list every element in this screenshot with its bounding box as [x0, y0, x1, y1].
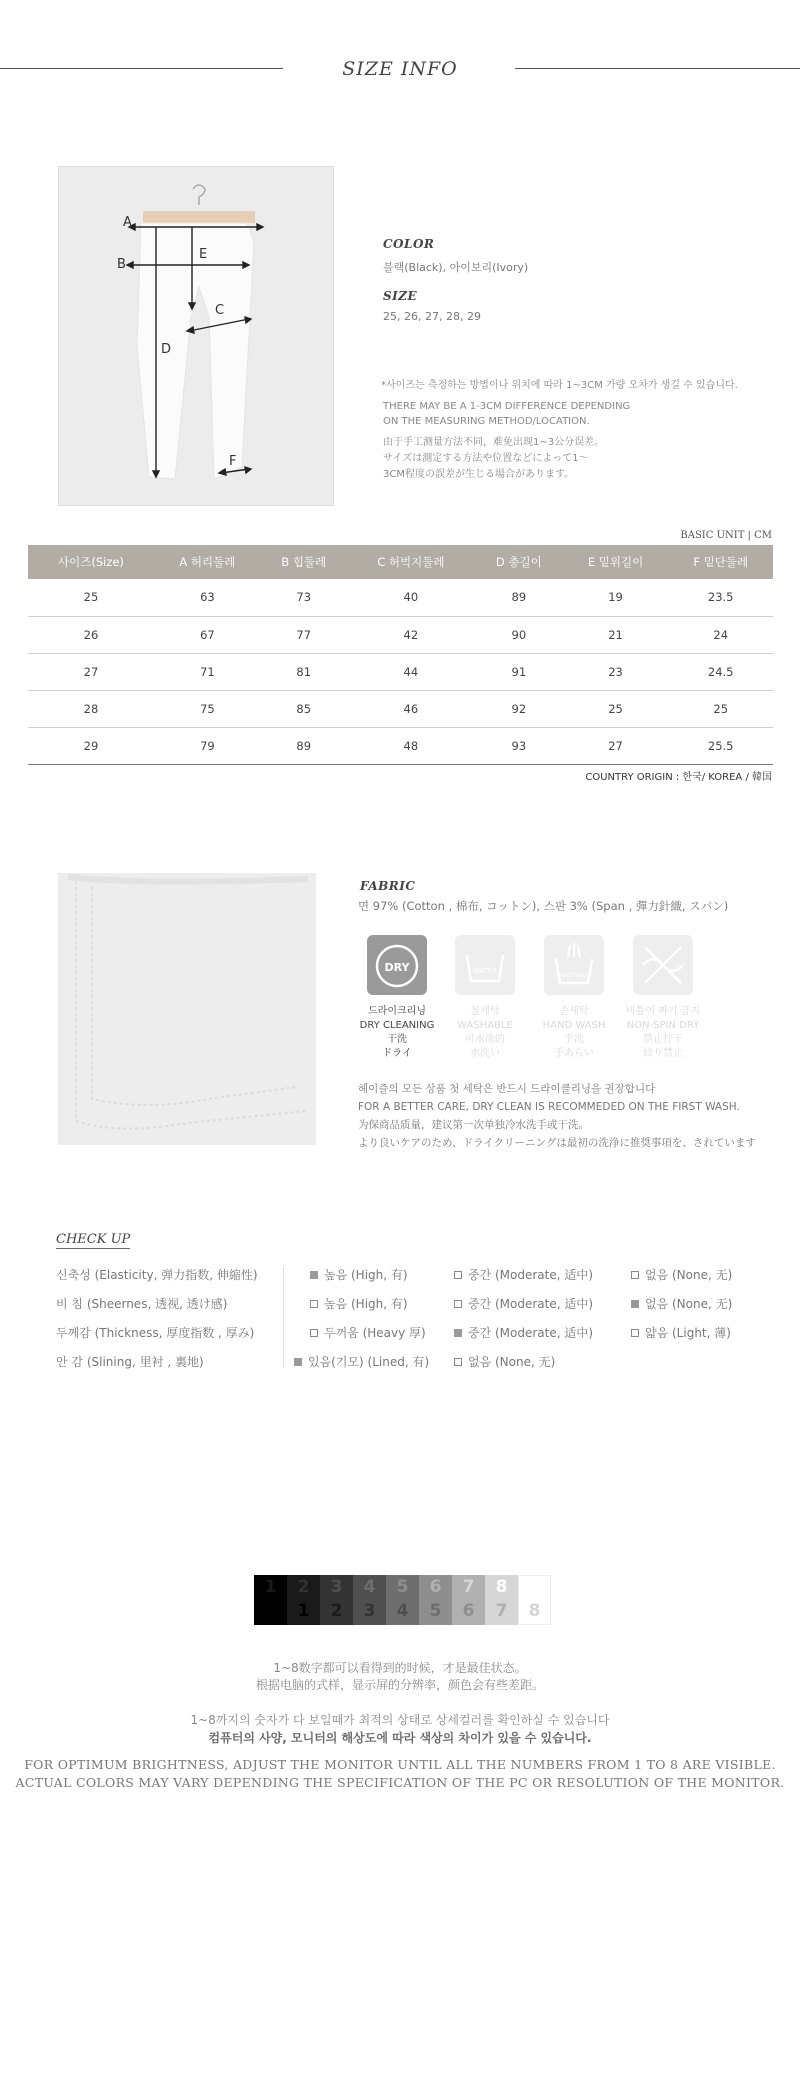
size-value: 25, 26, 27, 28, 29	[383, 310, 481, 323]
check-row-elasticity	[56, 1266, 756, 1286]
color-heading: COLOR	[383, 237, 435, 251]
table-cell: 25	[28, 579, 154, 616]
table-cell: 28	[28, 690, 154, 727]
fabric-composition: 면 97% (Cotton , 棉布, コットン), 스판 3% (Span , 彈力針織, スパン)	[358, 899, 729, 913]
country-origin: COUNTRY ORIGIN : 한국/ KOREA / 韓国	[585, 772, 772, 783]
care-label-wash-cn: 可水洗的	[465, 1034, 505, 1045]
check-label: 비 침 (Sheernes, 透视, 透け感)	[56, 1297, 228, 1311]
gray-top-number: 5	[396, 1577, 409, 1597]
care-label-spin-ko: 비틀어 짜기 금지	[626, 1006, 700, 1017]
size-table	[28, 545, 773, 765]
checkbox-checked-icon	[294, 1358, 302, 1366]
gray-top-number: 3	[330, 1577, 343, 1597]
gray-top-number: 6	[429, 1577, 442, 1597]
check-option: 있음(기모) (Lined, 有)	[294, 1353, 429, 1370]
dry-cleaning-icon	[367, 935, 427, 995]
table-cell: 89	[261, 727, 347, 764]
care-non-spin	[623, 935, 703, 1061]
col-header-b: B 힙둘레	[261, 545, 347, 579]
care-label-dry-ko: 드라이크리닝	[368, 1006, 426, 1017]
diagram-label-d: D	[161, 342, 172, 357]
care-label-spin-cn: 禁止拧干	[643, 1034, 683, 1045]
col-header-a: A 허리둘레	[154, 545, 261, 579]
table-cell: 93	[475, 727, 563, 764]
diagram-label-e: E	[199, 247, 208, 262]
monitor-note-ko-2: 컴퓨터의 사양, 모니터의 해상도에 따라 색상의 차이가 있을 수 있습니다.	[208, 1731, 592, 1745]
washable-icon	[455, 935, 515, 995]
care-icon-text: HAND WASH	[555, 972, 593, 979]
table-cell: 77	[261, 616, 347, 653]
check-option: 없음 (None, 无)	[454, 1353, 555, 1370]
section-title-size-info: SIZE INFO	[342, 58, 458, 80]
checkbox-checked-icon	[631, 1300, 639, 1308]
gray-top-number: 8	[495, 1577, 508, 1597]
size-note-jp-1: サイズは測定する方法や位置などによって1～	[383, 453, 589, 464]
care-label-wash-jp: 水洗い	[470, 1048, 500, 1059]
table-cell: 26	[28, 616, 154, 653]
fabric-pocket-icon	[58, 873, 316, 1145]
monitor-note-cn-1: 1~8数字都可以看得到的时候，才是最佳状态。	[273, 1661, 527, 1675]
gray-top-number: 4	[363, 1577, 376, 1597]
care-label-wash-en: WASHABLE	[457, 1020, 513, 1031]
size-note-en-2: ON THE MEASURING METHOD/LOCATION.	[383, 416, 590, 427]
gray-top-number: 7	[462, 1577, 475, 1597]
basic-unit-label: BASIC UNIT | CM	[680, 530, 772, 541]
gray-bottom-number: 1	[297, 1601, 310, 1621]
care-dry-cleaning	[357, 935, 437, 1061]
table-cell: 92	[475, 690, 563, 727]
hanger-bar-icon	[143, 211, 255, 223]
gray-bottom-number: 3	[363, 1601, 376, 1621]
diagram-label-b: B	[117, 257, 126, 272]
table-row	[28, 653, 773, 690]
care-note-ko: 헤이즐의 모든 상품 첫 세탁은 반드시 드라이클리닝을 권장합니다	[358, 1083, 656, 1095]
table-row	[28, 579, 773, 616]
care-note-en: FOR A BETTER CARE, DRY CLEAN IS RECOMMEDED ON THE FIRST WASH.	[358, 1101, 740, 1113]
gray-bottom-number: 4	[396, 1601, 409, 1621]
gray-top-number: 1	[264, 1577, 277, 1597]
check-option: 높음 (High, 有)	[310, 1266, 408, 1283]
table-cell: 90	[475, 616, 563, 653]
checkbox-empty-icon	[310, 1300, 318, 1308]
table-cell: 21	[563, 616, 669, 653]
care-label-hand-cn: 手洗	[564, 1034, 584, 1045]
gray-bottom-number: 7	[495, 1601, 508, 1621]
size-note-ko: *사이즈는 측정하는 방법이나 위치에 따라 1~3CM 가량 오차가 생길 수 있습니다.	[381, 380, 738, 391]
care-label-dry-en: DRY CLEANING	[359, 1020, 435, 1031]
check-option: 두꺼움 (Heavy 厚)	[310, 1324, 426, 1341]
check-row-lining	[56, 1353, 756, 1373]
care-washable	[445, 935, 525, 1061]
table-cell: 67	[154, 616, 261, 653]
table-cell: 23.5	[668, 579, 773, 616]
fabric-closeup-image	[58, 873, 316, 1145]
pants-measurement-diagram	[58, 166, 334, 506]
gray-top-number: 2	[297, 1577, 310, 1597]
table-cell: 40	[347, 579, 475, 616]
fabric-heading: FABRIC	[360, 879, 416, 893]
care-label-spin-jp: 絞り禁止	[643, 1048, 683, 1059]
color-value: 블랙(Black), 아이보리(Ivory)	[383, 261, 529, 274]
table-cell: 23	[563, 653, 669, 690]
check-option: 중간 (Moderate, 适中)	[454, 1295, 593, 1312]
table-row	[28, 616, 773, 653]
hand-wash-icon	[544, 935, 604, 995]
table-row	[28, 727, 773, 764]
checkbox-empty-icon	[631, 1271, 639, 1279]
check-option: 없음 (None, 无)	[631, 1295, 732, 1312]
table-cell: 75	[154, 690, 261, 727]
checkbox-empty-icon	[454, 1358, 462, 1366]
check-label: 두께감 (Thickness, 厚度指数 , 厚み)	[56, 1326, 255, 1340]
table-cell: 79	[154, 727, 261, 764]
check-row-sheerness	[56, 1295, 756, 1315]
check-label: 신축성 (Elasticity, 弹力指数, 伸縮性)	[56, 1268, 258, 1282]
checkbox-checked-icon	[454, 1329, 462, 1337]
size-table-header-row	[28, 545, 773, 579]
check-option: 중간 (Moderate, 适中)	[454, 1266, 593, 1283]
monitor-note-en-1: FOR OPTIMUM BRIGHTNESS, ADJUST THE MONITOR UNTIL ALL THE NUMBERS FROM 1 TO 8 ARE VISIBLE.	[24, 1757, 776, 1772]
gray-bottom-number: 8	[528, 1601, 541, 1621]
check-row-thickness	[56, 1324, 756, 1344]
table-cell: 48	[347, 727, 475, 764]
table-cell: 27	[28, 653, 154, 690]
table-cell: 19	[563, 579, 669, 616]
table-cell: 24.5	[668, 653, 773, 690]
table-cell: 85	[261, 690, 347, 727]
checkbox-empty-icon	[310, 1329, 318, 1337]
gray-bottom-number: 6	[462, 1601, 475, 1621]
check-option: 얇음 (Light, 薄)	[631, 1324, 731, 1341]
care-label-dry-jp: ドライ	[382, 1048, 412, 1059]
col-header-size: 사이즈(Size)	[28, 545, 154, 579]
check-label: 안 감 (Slining, 里衬 , 裏地)	[56, 1355, 204, 1369]
col-header-f: F 밑단둘레	[668, 545, 773, 579]
check-option: 없음 (None, 无)	[631, 1266, 732, 1283]
size-note-jp-2: 3CM程度の誤差が生じる場合があります。	[383, 469, 575, 480]
care-label-hand-en: HAND WASH	[542, 1020, 606, 1031]
diagram-label-f: F	[229, 454, 237, 469]
table-cell: 89	[475, 579, 563, 616]
care-hand-wash	[534, 935, 614, 1061]
diagram-label-a: A	[123, 215, 132, 230]
table-cell: 81	[261, 653, 347, 690]
care-icon-text: DRY	[384, 961, 410, 974]
table-cell: 71	[154, 653, 261, 690]
checkbox-empty-icon	[631, 1329, 639, 1337]
size-heading: SIZE	[383, 289, 418, 303]
table-row	[28, 690, 773, 727]
gray-bottom-number: 5	[429, 1601, 442, 1621]
care-note-jp: より良いケアのため、ドライクリーニングは最初の洗浄に推奨事項を、されています	[358, 1137, 756, 1149]
table-cell: 24	[668, 616, 773, 653]
size-note-cn: 由于手工测量方法不同，难免出现1~3公分误差。	[383, 437, 605, 448]
care-icon-text: WATER	[472, 967, 498, 975]
col-header-d: D 총길이	[475, 545, 563, 579]
pants-diagram-svg	[59, 167, 335, 507]
table-cell: 25.5	[668, 727, 773, 764]
table-cell: 73	[261, 579, 347, 616]
check-up-heading: CHECK UP	[56, 1232, 131, 1247]
table-cell: 25	[563, 690, 669, 727]
col-header-e: E 밑위길이	[563, 545, 669, 579]
table-cell: 25	[668, 690, 773, 727]
monitor-note-cn-2: 根据电脑的式样，显示屏的分辨率，颜色会有些差距。	[255, 1678, 544, 1692]
table-cell: 46	[347, 690, 475, 727]
check-option: 높음 (High, 有)	[310, 1295, 408, 1312]
monitor-note-en-2: ACTUAL COLORS MAY VARY DEPENDING THE SPECIFICATION OF THE PC OR RESOLUTION OF THE MONITOR.	[15, 1775, 785, 1790]
size-note-en-1: THERE MAY BE A 1-3CM DIFFERENCE DEPENDING	[383, 401, 631, 412]
pants-silhouette-icon	[137, 223, 254, 479]
checkbox-empty-icon	[454, 1300, 462, 1308]
table-cell: 91	[475, 653, 563, 690]
check-option: 중간 (Moderate, 适中)	[454, 1324, 593, 1341]
checkbox-checked-icon	[310, 1271, 318, 1279]
no-wring-icon	[633, 935, 693, 995]
diagram-label-c: C	[215, 303, 225, 318]
col-header-c: C 허벅지둘레	[347, 545, 475, 579]
table-cell: 29	[28, 727, 154, 764]
care-label-wash-ko: 물세탁	[470, 1006, 500, 1017]
checkbox-empty-icon	[454, 1271, 462, 1279]
care-label-dry-cn: 干洗	[387, 1034, 407, 1045]
care-note-cn: 为保商品质量，建议第一次单独冷水洗手或干洗。	[358, 1119, 589, 1131]
table-cell: 27	[563, 727, 669, 764]
care-label-hand-jp: 手あらい	[554, 1048, 594, 1059]
hanger-hook-icon	[193, 185, 205, 205]
table-cell: 42	[347, 616, 475, 653]
table-cell: 44	[347, 653, 475, 690]
monitor-note-ko-1: 1~8까지의 숫자가 다 보일때가 최적의 상태로 상세컬러를 확인하실 수 있습니다	[190, 1713, 610, 1727]
care-label-hand-ko: 손세탁	[559, 1006, 589, 1017]
gray-bottom-number: 2	[330, 1601, 343, 1621]
table-cell: 63	[154, 579, 261, 616]
care-label-spin-en: NON-SPIN DRY	[626, 1020, 700, 1031]
